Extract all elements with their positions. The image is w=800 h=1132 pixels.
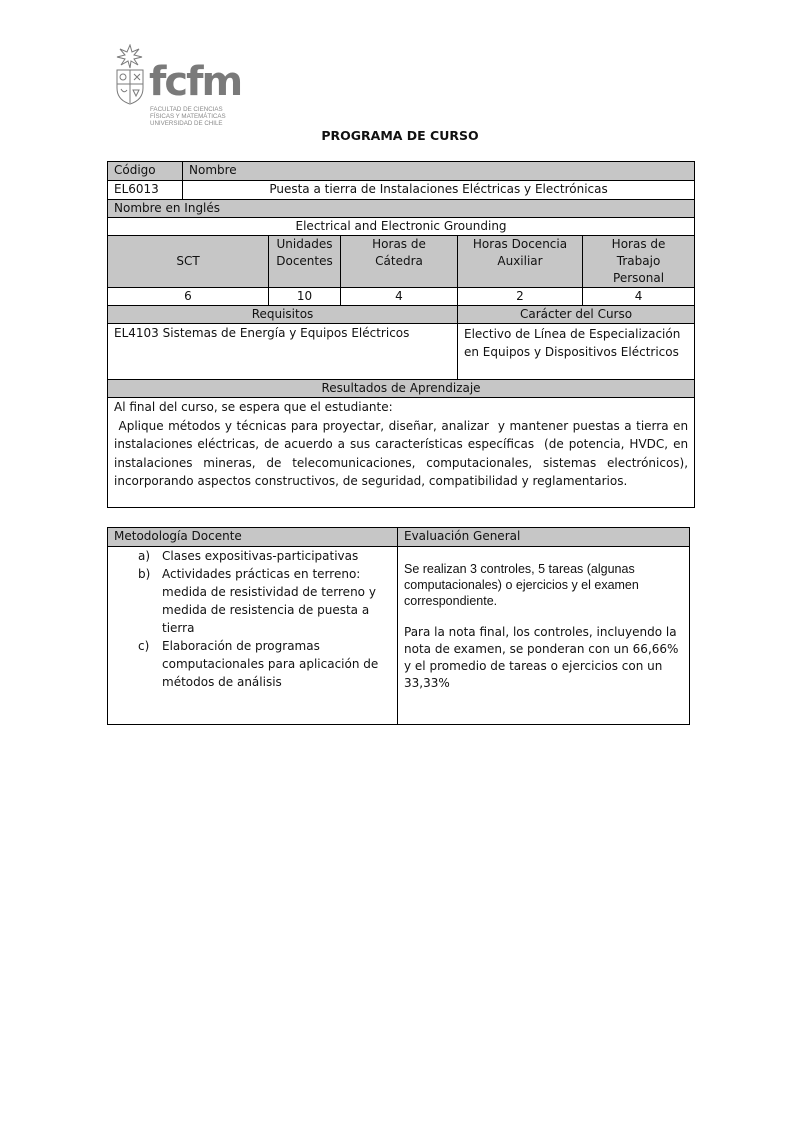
resultados-text: Al final del curso, se espera que el estudiante: Aplique métodos y técnicas para proyectar, diseñar, analizar y mantener puestas a tierra en instalaciones eléctricas, de acuerdo a sus características específicas (de potencia, HVDC, en instalaciones mineras, de telecomunicaciones, computacionales, sistemas electrónicos), incorporando aspectos constructivos, de seguridad, compatibilidad y reglamentarios. <box>108 398 695 508</box>
english-name: Electrical and Electronic Grounding <box>108 218 695 236</box>
university-seal-icon <box>112 44 148 106</box>
unidades-header: Unidades Docentes <box>269 236 341 288</box>
requisitos-value: EL4103 Sistemas de Energía y Equipos Eléctricos <box>108 324 458 380</box>
faculty-logo <box>112 44 242 130</box>
requisitos-label: Requisitos <box>108 306 458 324</box>
caracter-label: Carácter del Curso <box>458 306 695 324</box>
evaluation-label: Evaluación General <box>398 528 690 547</box>
logo-wordmark: fcfm <box>149 59 242 105</box>
course-info-table <box>107 161 695 508</box>
auxiliar-header: Horas Docencia Auxiliar <box>458 236 583 288</box>
code-label: Código <box>108 162 183 181</box>
personal-value: 4 <box>583 288 695 306</box>
caracter-value: Electivo de Línea de Especialización en Equipos y Dispositivos Eléctricos <box>458 324 695 380</box>
english-name-label: Nombre en Inglés <box>108 200 695 218</box>
sct-value: 6 <box>108 288 269 306</box>
methodology-label: Metodología Docente <box>108 528 398 547</box>
unidades-value: 10 <box>269 288 341 306</box>
page-title: PROGRAMA DE CURSO <box>321 128 479 143</box>
methodology-list <box>108 547 398 725</box>
name-label: Nombre <box>183 162 695 181</box>
course-name: Puesta a tierra de Instalaciones Eléctricas y Electrónicas <box>183 181 695 200</box>
evaluation-text: Se realizan 3 controles, 5 tareas (algunas computacionales) o ejercicios y el examen correspondiente. Para la nota final, los controles, incluyendo la nota de examen, se ponderan con un 66,66% y el promedio de tareas o ejercicios con un 33,33% <box>398 547 690 725</box>
sct-header: SCT <box>108 236 269 288</box>
resultados-label: Resultados de Aprendizaje <box>108 380 695 398</box>
personal-header: Horas de Trabajo Personal <box>583 236 695 288</box>
course-code: EL6013 <box>108 181 183 200</box>
list-item: a) Clases expositivas-participativas <box>138 549 359 563</box>
list-item: c) Elaboración de programas computacionales para aplicación de métodos de análisis <box>138 639 379 689</box>
catedra-value: 4 <box>341 288 458 306</box>
logo-subtitle: FACULTAD DE CIENCIAS FÍSICAS Y MATEMÁTICAS UNIVERSIDAD DE CHILE <box>150 106 226 127</box>
auxiliar-value: 2 <box>458 288 583 306</box>
list-item: b) Actividades prácticas en terreno: medida de resistividad de terreno y medida de resistencia de puesta a tierra <box>138 567 376 635</box>
catedra-header: Horas de Cátedra <box>341 236 458 288</box>
methodology-evaluation-table <box>107 527 690 725</box>
